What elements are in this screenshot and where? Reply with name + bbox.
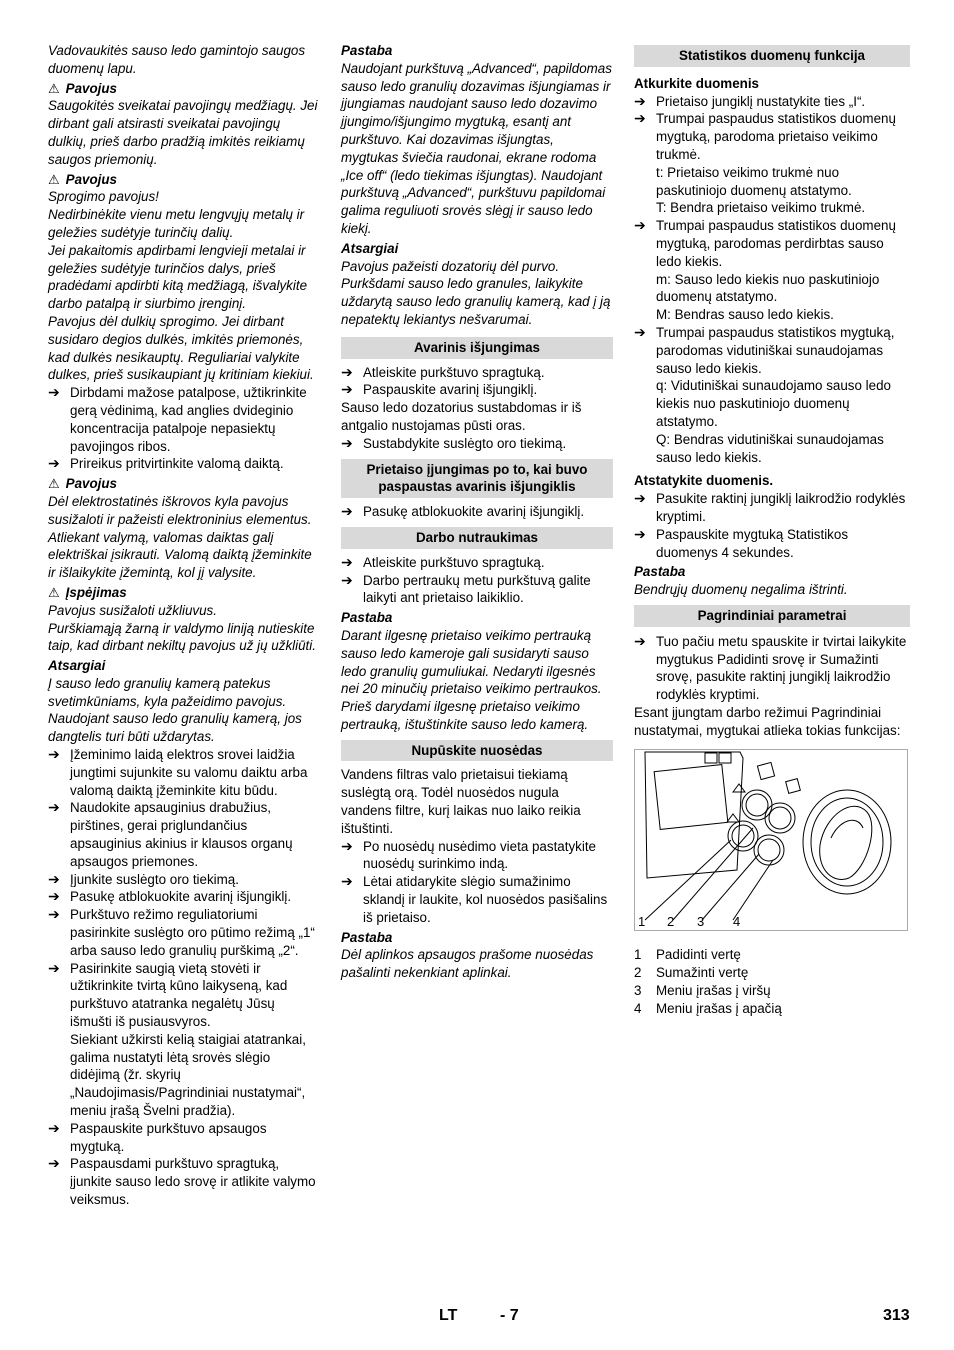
section-header: Avarinis išjungimas — [341, 337, 613, 359]
bullet-item: ➔ Po nuosėdų nusėdimo vieta pastatykite nuosėdų surinkimo indą. — [341, 837, 596, 872]
bullet-item: ➔ Trumpai paspaudus statistikos duomenų mygtuką, parodomas perdirbtas sauso ledo kiekis. — [634, 217, 896, 269]
leader-line — [673, 828, 753, 920]
bullet-item: ➔ Paspauskite purkštuvo apsaugos mygtuką. — [48, 1119, 267, 1154]
arrow-right-icon: ➔ — [48, 906, 60, 923]
warning-text: Pavojus susižaloti užkliuvus. — [48, 602, 217, 618]
bullet-subtext: M: Bendras sauso ledo kiekis. — [656, 307, 834, 323]
arrow-right-icon: ➔ — [48, 1119, 60, 1136]
bullet-item: ➔ Paspausdami purkštuvo spragtuką, įjunkite sauso ledo srovę ir atlikite valymo veiksmus. — [48, 1155, 316, 1207]
bullet-subtext: t: Prietaiso veikimo trukmė nuo paskutiniojo duomenų atstatymo. — [656, 164, 852, 198]
body-text: Sauso ledo dozatorius sustabdomas ir iš antgalio nustojamas pūsti oras. — [341, 400, 582, 433]
arrow-right-icon: ➔ — [48, 870, 60, 887]
control-panel-figure — [634, 749, 908, 931]
footer-section-page: - 7 — [500, 1307, 519, 1324]
bullet-item: ➔ Trumpai paspaudus statistikos mygtuką, parodomas vidutiniškai sunaudojamas sauso ledo kiekis. — [634, 323, 895, 376]
leader-line — [645, 840, 731, 920]
arrow-right-icon: ➔ — [634, 490, 646, 507]
arrow-right-icon: ➔ — [634, 525, 646, 542]
bullet-item: ➔ Įžeminimo laidą elektros srovei laidžia jungtimi sujunkite su valomu daiktu arba valomą daiktą įžeminkite kitu būdu. — [48, 746, 308, 798]
bullet-item: ➔ Prietaiso jungiklį nustatykite ties „I“. — [634, 92, 866, 109]
warning-heading: ⚠ Pavojus — [48, 171, 118, 187]
bullet-item: ➔ Sustabdykite suslėgto oro tiekimą. — [341, 434, 567, 451]
key-switch-knob — [820, 807, 872, 880]
note-text: Bendrųjų duomenų negalima ištrinti. — [634, 582, 848, 598]
bullet-item: ➔ Atleiskite purkštuvo spragtuką. — [341, 553, 545, 570]
footer-language: LT — [439, 1307, 458, 1324]
note-heading: Pastaba — [341, 929, 393, 945]
figure-label-1: 1 — [638, 914, 646, 930]
bullet-item: ➔ Tuo pačiu metu spauskite ir tvirtai laikykite mygtukus Padidinti srovę ir Sumažinti srovę, pasukite raktinį jungiklį laikrodžio rodyklės kryptimi. — [634, 632, 907, 703]
bullet-item: ➔ Naudokite apsauginius drabužius, pirštines, gerai priglundančius apsauginius akinius ir klausos organų apsaugos priemones. — [48, 799, 293, 869]
warning-text: Jei pakaitomis apdirbami lengvieji metalai ir geležies sudėtyje turinčios dalys, prieš pradėdami apdirbti kitą medžiagą, išvalykite darbo patalpą ir siurbimo įrenginį. — [48, 242, 308, 312]
panel-symbol-icon — [705, 753, 717, 763]
bullet-subtext: m: Sauso ledo kiekis nuo paskutiniojo duomenų atstatymo. — [656, 271, 880, 305]
intro-text: Vadovaukitės sauso ledo gamintojo saugos duomenų lapu. — [48, 43, 306, 76]
warning-text: Dėl elektrostatinės iškrovos kyla pavojus susižaloti ir pažeisti elektroninius elementus. Atliekant valymą, valomas daiktas galį elektriškai įsikrauti. Valomą daiktą įžeminkite ir išlaikykite įžemintą, kol jį valysite. — [48, 493, 312, 581]
arrow-right-icon: ➔ — [48, 888, 60, 905]
bullet-item: ➔ Pasukite raktinį jungiklį laikrodžio rodyklės kryptimi. — [634, 490, 906, 524]
panel-illustration — [645, 752, 891, 920]
arrow-right-icon: ➔ — [634, 632, 646, 649]
arrow-right-icon: ➔ — [634, 323, 646, 340]
caution-text: Į sauso ledo granulių kamerą patekus svetimkūniams, kyla pažeidimo pavojus. Naudojant sauso ledo granulių kamerą, jos dangtelis turi būti uždarytas. — [48, 675, 302, 745]
footer-page-number: 313 — [883, 1307, 910, 1324]
arrow-right-icon: ➔ — [341, 363, 353, 380]
warning-text: Purškiamąją žarną ir valdymo liniją nutieskite taip, kad dirbant nekiltų pavojus už jų užkliūti. — [48, 620, 316, 654]
section-header: Pagrindiniai parametrai — [634, 605, 910, 627]
arrow-right-icon: ➔ — [634, 110, 646, 127]
leader-line — [702, 854, 759, 920]
note-heading: Pastaba — [634, 564, 686, 580]
warning-triangle-icon: ⚠ — [48, 171, 60, 187]
bullet-item: ➔ Pasirinkite saugią vietą stovėti ir užtikrinkite tvirtą kūno laikyseną, kad purkštuvo atatranka negalėtų Jūsų išmušti iš pusiausvyros. — [48, 959, 288, 1030]
bullet-item: ➔ Trumpai paspaudus statistikos duomenų mygtuką, parodoma prietaiso veikimo trukmė. — [634, 110, 896, 162]
caution-heading: Atsargiai — [341, 240, 399, 256]
bullet-item: ➔ Atleiskite purkštuvo spragtuką. — [341, 363, 545, 380]
legend-item: 3 Meniu įrašas į viršų — [634, 982, 771, 998]
bullet-item: ➔ Paspauskite mygtuką Statistikos duomenys 4 sekundes. — [634, 525, 849, 560]
warning-text: Nedirbinėkite vienu metu lengvųjų metalų ir geležies sudėtyje turinčių dalių. — [48, 207, 305, 240]
bullet-item: ➔ Paspauskite avarinį išjungiklį. — [341, 381, 538, 398]
warning-heading: ⚠ Įspėjimas — [48, 584, 127, 600]
subheading: Atstatykite duomenis. — [634, 473, 774, 489]
caution-heading: Atsargiai — [48, 658, 106, 674]
display-screen-icon — [654, 765, 728, 830]
arrow-up-icon — [727, 814, 739, 822]
settings-symbol-icon — [786, 779, 801, 794]
note-text: Dėl aplinkos apsaugos prašome nuosėdas pašalinti nekenkiant aplinkai. — [341, 947, 594, 981]
bullet-item: ➔ Lėtai atidarykite slėgio sumažinimo sklandį ir laukite, kol nuosėdos pasišalins iš prietaiso. — [341, 873, 608, 925]
warning-text: Pavojus dėl dulkių sprogimo. Jei dirbant susidaro degios dulkės, imkitės priemonės, kad dulkės nesikauptų. Reguliariai valykite dulkes, prieš susikaupiant jų kritiniam kiekiui. — [48, 313, 314, 383]
section-header: Nupūskite nuosėdas — [341, 740, 613, 762]
note-text: Darant ilgesnę prietaiso veikimo pertrauką sauso ledo kameroje gali susidaryti sauso ledo granulių gumuliukai. Nedaryti ilgesnės nei 20 minučių prietaiso veikimo pertraukos. Prieš darydami ilgesnę prietaiso veikimo pertrauką, ištuštinkite sauso ledo kamerą. — [341, 627, 602, 732]
statistics-symbol-icon — [757, 763, 774, 780]
legend-item: 1 Padidinti vertę — [634, 947, 741, 963]
note-text: Naudojant purkštuvą „Advanced“, papildomas sauso ledo granulių dozavimas išjungiamas ir įjungiamas naudojant sauso ledo dozavimo įjungimo/išjungimo mygtuką, esantį ant purkštuvo. Kai dozavimas išjungtas, mygtukas šviečia raudonai, ekrane rodoma „Ice off“ (ledo tiekimas išjungtas). Naudojant purkštuvą „Advanced“, purkštuvu papildomai galima reguliuoti srovės slėgį ir sauso ledo kiekį. — [341, 60, 612, 236]
arrow-right-icon: ➔ — [341, 553, 353, 570]
arrow-right-icon: ➔ — [341, 837, 353, 854]
figure-label-3: 3 — [697, 914, 705, 930]
bullet-item: ➔ Prireikus pritvirtinkite valomą daiktą. — [48, 455, 284, 472]
warning-triangle-icon: ⚠ — [48, 80, 60, 96]
leader-line — [733, 860, 773, 920]
section-header: Prietaiso įjungimas po to, kai buvo paspaustas avarinis išjungiklis — [341, 459, 613, 499]
column-2 — [341, 42, 613, 982]
column-3 — [634, 42, 910, 1017]
bullet-item: ➔ Purkštuvo režimo reguliatoriumi pasirinkite suslėgto oro pūtimo režimą „1“ arba sauso ledo granulių purškimą „2“. — [48, 906, 315, 958]
bullet-item: ➔ Pasukę atblokuokite avarinį išjungiklį. — [48, 888, 292, 905]
body-text: Vandens filtras valo prietaisui tiekiamą suslėgtą orą. Todėl nuosėdos nugula vandens filtre, kurį laikas nuo laiko reikia ištuštinti. — [341, 767, 581, 836]
bullet-item: ➔ Darbo pertraukų metu purkštuvą galite laikyti ant prietaiso laikiklio. — [341, 571, 591, 606]
column-1 — [48, 42, 320, 1209]
body-text: Esant įjungtam darbo režimui Pagrindiniai nustatymai, mygtukai atlieka tokias funkcijas: — [634, 704, 901, 738]
legend-item: 4 Meniu įrašas į apačią — [634, 1000, 782, 1016]
warning-text: Sprogimo pavojus! — [48, 189, 159, 205]
bullet-subtext: Q: Bendras vidutiniškai sunaudojamas sauso ledo kiekis. — [656, 431, 884, 465]
arrow-right-icon: ➔ — [48, 455, 60, 472]
arrow-up-icon — [733, 784, 745, 792]
note-heading: Pastaba — [341, 610, 393, 626]
legend-item: 2 Sumažinti vertę — [634, 965, 749, 981]
section-header: Darbo nutraukimas — [341, 527, 613, 549]
arrow-right-icon: ➔ — [48, 1155, 60, 1172]
section-header: Statistikos duomenų funkcija — [634, 45, 910, 67]
warning-heading: ⚠ Pavojus — [48, 80, 118, 96]
subheading: Atkurkite duomenis — [634, 75, 760, 91]
note-heading: Pastaba — [341, 43, 393, 58]
arrow-right-icon: ➔ — [634, 217, 646, 234]
arrow-right-icon: ➔ — [48, 959, 60, 976]
bullet-item: ➔ Įjunkite suslėgto oro tiekimą. — [48, 870, 239, 887]
bullet-item: ➔ Pasukę atblokuokite avarinį išjungiklį. — [341, 503, 585, 520]
warning-triangle-icon: ⚠ — [48, 476, 60, 492]
warning-heading: ⚠ Pavojus — [48, 476, 118, 492]
arrow-right-icon: ➔ — [341, 381, 353, 398]
arrow-right-icon: ➔ — [48, 384, 60, 401]
arrow-right-icon: ➔ — [341, 873, 353, 890]
bullet-subtext: Siekiant užkirsti kelią staigiai atatrankai, galima nustatyti lėtą srovės slėgio didėjimą (žr. skyrių „Naudojimasis/Pagrindiniai nustatymai“, meniu įrašą Švelni pradžia). — [70, 1031, 306, 1119]
arrow-right-icon: ➔ — [341, 434, 353, 451]
bullet-subtext: q: Vidutiniškai sunaudojamo sauso ledo kiekis nuo paskutiniojo duomenų atstatymo. — [656, 378, 891, 429]
bullet-subtext: T: Bendra prietaiso veikimo trukmė. — [656, 200, 866, 216]
warning-text: Saugokitės sveikatai pavojingų medžiagų. Jei dirbant gali atsirasti sveikatai pavojingų dulkių, prieš darbo pradžią imkitės reikiamų saugos priemonių. — [48, 98, 318, 167]
warning-triangle-icon: ⚠ — [48, 584, 60, 600]
arrow-right-icon: ➔ — [48, 799, 60, 816]
arrow-right-icon: ➔ — [341, 571, 353, 588]
arrow-right-icon: ➔ — [341, 503, 353, 520]
panel-symbol-icon — [719, 753, 731, 763]
caution-text: Pavojus pažeisti dozatorių dėl purvo. Purkšdami sauso ledo granules, laikykite uždarytą sauso ledo granulių kamerą, kad į ją nepatektų lekiantys nešvarumai. — [341, 258, 611, 327]
figure-label-4: 4 — [733, 914, 741, 930]
arrow-right-icon: ➔ — [634, 92, 646, 109]
figure-label-2: 2 — [667, 914, 675, 930]
bullet-item: ➔ Dirbdami mažose patalpose, užtikrinkite gerą vėdinimą, kad anglies dvideginio koncentracija patalpoje nepasiektų pavojingos ribos. — [48, 384, 307, 454]
arrow-right-icon: ➔ — [48, 746, 60, 763]
